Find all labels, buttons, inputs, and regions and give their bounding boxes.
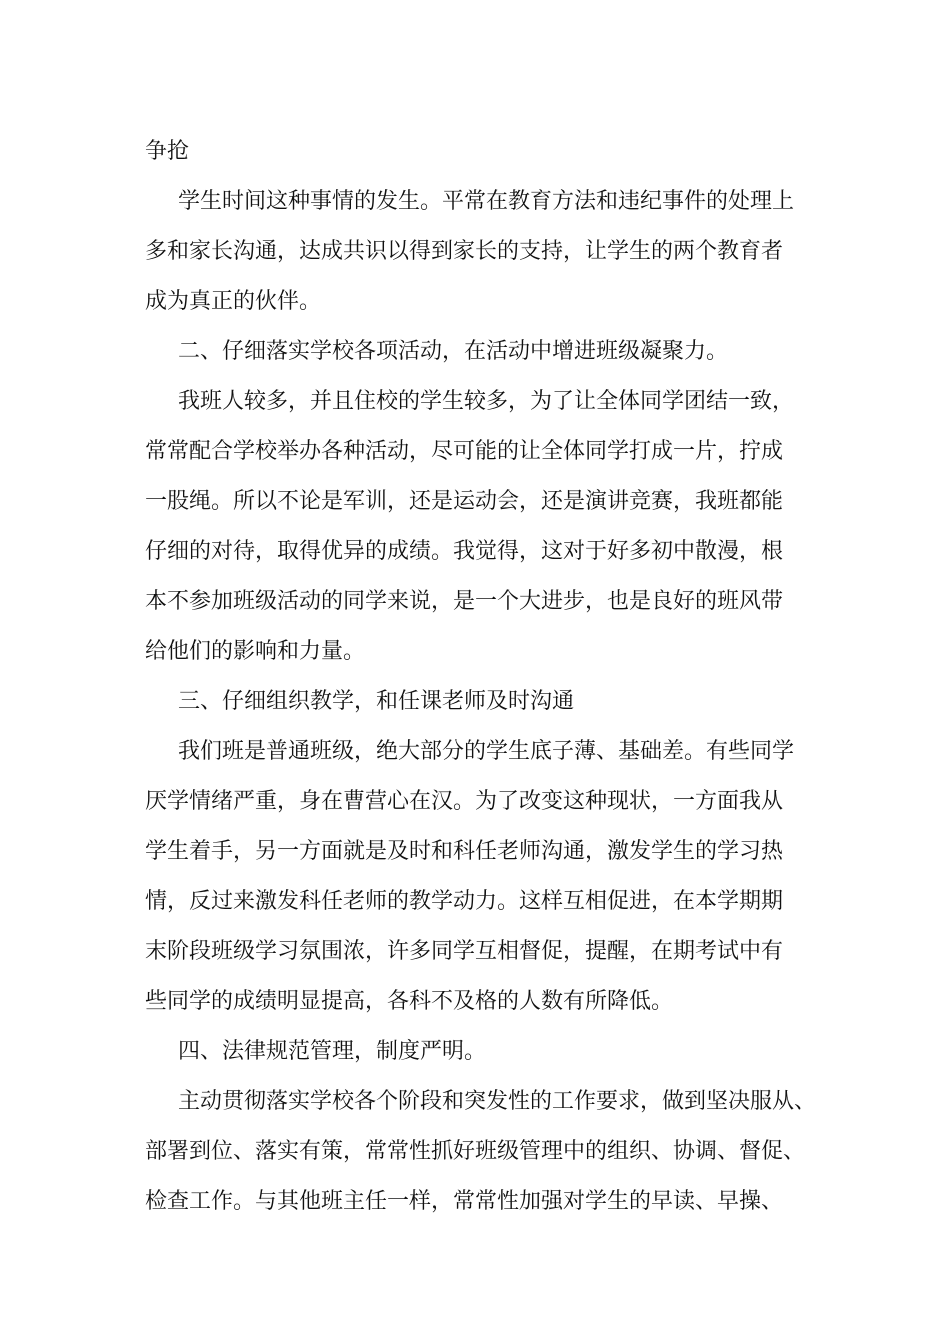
text-line: 争抢 — [145, 139, 190, 164]
text-line: 常常配合学校举办各种活动，尽可能的让全体同学打成一片，拧成 — [145, 439, 784, 464]
text-line: 仔细的对待，取得优异的成绩。我觉得，这对于好多初中散漫，根 — [145, 539, 784, 564]
text-line: 给他们的影响和力量。 — [145, 639, 366, 664]
text-line: 末阶段班级学习氛围浓，许多同学互相督促，提醒，在期考试中有 — [145, 939, 784, 964]
text-line: 多和家长沟通，达成共识以得到家长的支持，让学生的两个教育者 — [145, 239, 784, 264]
text-line: 检查工作。与其他班主任一样，常常性加强对学生的早读、早操、 — [145, 1189, 784, 1214]
text-line: 学生时间这种事情的发生。平常在教育方法和违纪事件的处理上 — [178, 189, 795, 214]
text-line: 些同学的成绩明显提高，各科不及格的人数有所降低。 — [145, 989, 674, 1014]
text-line: 学生着手，另一方面就是及时和科任老师沟通，激发学生的学习热 — [145, 839, 784, 864]
text-line: 成为真正的伙伴。 — [145, 289, 322, 314]
section-heading: 四、法律规范管理，制度严明。 — [178, 1039, 487, 1064]
text-line: 本不参加班级活动的同学来说，是一个大进步，也是良好的班风带 — [145, 589, 784, 614]
text-line: 我班人较多，并且住校的学生较多，为了让全体同学团结一致， — [178, 389, 795, 414]
text-line: 一股绳。所以不论是军训，还是运动会，还是演讲竞赛，我班都能 — [145, 489, 784, 514]
text-line: 厌学情绪严重，身在曹营心在汉。为了改变这种现状，一方面我从 — [145, 789, 784, 814]
section-heading: 二、仔细落实学校各项活动，在活动中增进班级凝聚力。 — [178, 339, 729, 364]
text-line: 部署到位、落实有策，常常性抓好班级管理中的组织、协调、督促、 — [145, 1139, 806, 1164]
text-line: 我们班是普通班级，绝大部分的学生底子薄、基础差。有些同学 — [178, 739, 795, 764]
text-line: 主动贯彻落实学校各个阶段和突发性的工作要求，做到坚决服从、 — [178, 1089, 817, 1114]
text-line: 情，反过来激发科任老师的教学动力。这样互相促进，在本学期期 — [145, 889, 784, 914]
section-heading: 三、仔细组织教学，和任课老师及时沟通 — [178, 689, 575, 714]
